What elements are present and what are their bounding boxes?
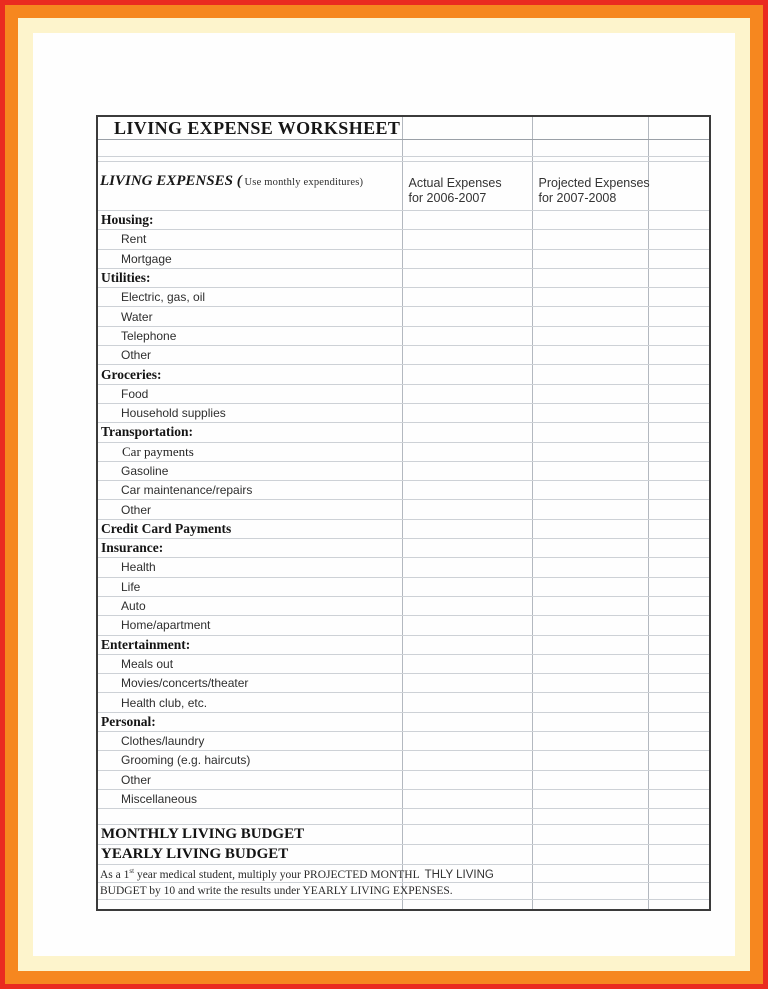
blank-cell [532,116,648,140]
blank-cell [648,307,710,326]
table-row [97,577,710,596]
blank-cell [648,558,710,577]
expense-label: Other [97,346,402,365]
expense-label: Electric, gas, oil [97,288,402,307]
projected-expense-cell [532,635,648,654]
projected-expense-cell [532,577,648,596]
table-row [97,616,710,635]
expense-label: Movies/concerts/theater [97,674,402,693]
expense-label: Insurance: [97,539,402,558]
actual-expense-cell [402,230,532,249]
table-row [97,693,710,712]
projected-expense-cell [532,654,648,673]
projected-expense-cell [532,403,648,422]
blank-cell [648,865,710,883]
actual-expense-cell [402,558,532,577]
blank-cell [648,461,710,480]
worksheet-page [33,33,735,956]
expense-label: Clothes/laundry [97,732,402,751]
blank-cell [648,249,710,268]
projected-expense-cell [532,461,648,480]
actual-expense-cell [402,712,532,731]
table-row [97,403,710,422]
page-title: LIVING EXPENSE WORKSHEET [97,116,402,140]
note-text: year medical student, multiply your PROJECTED MONTHL [134,868,420,881]
actual-expense-cell [402,635,532,654]
blank-cell [532,140,648,157]
table-row [97,732,710,751]
blank-cell [648,116,710,140]
actual-expense-cell [402,461,532,480]
instruction-note-line-1 [97,865,494,883]
expense-label: Mortgage [97,249,402,268]
blank-cell [648,403,710,422]
projected-expense-cell [532,249,648,268]
expense-label: Home/apartment [97,616,402,635]
blank-cell [648,519,710,538]
living-expense-worksheet-table [96,115,711,911]
table-row [97,500,710,519]
projected-expense-cell [532,674,648,693]
blank-cell [648,809,710,825]
projected-expense-cell [532,288,648,307]
expense-label: Car maintenance/repairs [97,481,402,500]
actual-expense-cell [402,519,532,538]
scan-frame-inner [18,18,750,971]
expense-label: Entertainment: [97,635,402,654]
expense-label: Gasoline [97,461,402,480]
blank-cell [648,751,710,770]
actual-expense-cell [402,481,532,500]
projected-expenses-period: for 2007-2008 [532,191,648,211]
actual-expense-cell [402,423,532,442]
expense-label: Life [97,577,402,596]
blank-cell [532,809,648,825]
blank-cell [648,712,710,731]
note-overlap-text: THLY LIVING [424,868,494,881]
projected-expense-cell [532,346,648,365]
projected-expense-cell [532,558,648,577]
actual-expense-cell [402,845,532,865]
blank-cell [648,635,710,654]
blank-cell [648,732,710,751]
table-row [97,288,710,307]
blank-cell [648,326,710,345]
expense-label: Health [97,558,402,577]
blank-cell [402,809,532,825]
table-row [97,346,710,365]
actual-expense-cell [402,307,532,326]
note-text: As a 1 [100,868,130,881]
projected-expense-cell [532,230,648,249]
table-row [97,442,710,461]
expense-label: Grooming (e.g. haircuts) [97,751,402,770]
expense-label: Miscellaneous [97,789,402,808]
blank-cell [648,596,710,615]
projected-expense-cell [532,268,648,287]
projected-expense-cell [532,693,648,712]
title-row [97,116,710,140]
blank-cell [402,140,532,157]
living-expenses-label: LIVING EXPENSES ( [100,173,242,189]
table-row [97,712,710,731]
header-rows [97,116,710,211]
expense-label: Personal: [97,712,402,731]
actual-expense-cell [402,211,532,230]
actual-expense-cell [402,577,532,596]
column-header-row-2 [97,191,710,211]
projected-expense-cell [532,365,648,384]
blank-cell [648,674,710,693]
blank-cell [648,770,710,789]
actual-expense-cell [402,654,532,673]
projected-expense-cell [532,712,648,731]
blank-cell [648,789,710,808]
blank-cell [648,346,710,365]
empty-row [97,140,710,157]
expense-label: Transportation: [97,423,402,442]
blank-cell [648,268,710,287]
expense-label: Other [97,770,402,789]
actual-expense-cell [402,674,532,693]
expense-label: Telephone [97,326,402,345]
living-expenses-header [97,162,402,192]
table-row [97,326,710,345]
table-row [97,596,710,615]
projected-expense-cell [532,307,648,326]
blank-cell [648,365,710,384]
note-superscript: st [129,866,135,875]
actual-expense-cell [402,442,532,461]
table-row [97,674,710,693]
blank-cell [648,288,710,307]
blank-cell [648,500,710,519]
projected-expense-cell [532,596,648,615]
table-row [97,230,710,249]
actual-expense-cell [402,732,532,751]
instruction-note-row-2 [97,883,710,900]
projected-expense-cell [532,770,648,789]
column-header-row-1 [97,162,710,192]
blank-cell [648,845,710,865]
projected-expense-cell [532,384,648,403]
table-row [97,519,710,538]
actual-expense-cell [402,500,532,519]
table-row [97,365,710,384]
blank-cell [648,539,710,558]
blank-cell [532,883,648,900]
empty-row [97,809,710,825]
projected-expense-cell [532,481,648,500]
blank-cell [648,825,710,845]
blank-cell [532,900,648,911]
yearly-budget-label: YEARLY LIVING BUDGET [97,845,402,865]
table-row [97,539,710,558]
actual-expense-cell [402,616,532,635]
actual-expense-cell [402,326,532,345]
table-row [97,558,710,577]
blank-cell [648,654,710,673]
actual-expenses-header: Actual Expenses [402,162,532,192]
expense-label: Health club, etc. [97,693,402,712]
table-row [97,481,710,500]
blank-cell [648,230,710,249]
projected-expense-cell [532,616,648,635]
actual-expense-cell [402,268,532,287]
actual-expense-cell [402,249,532,268]
table-row [97,268,710,287]
expense-label: Housing: [97,211,402,230]
projected-expense-cell [532,845,648,865]
expense-label: Meals out [97,654,402,673]
projected-expense-cell [532,442,648,461]
living-expenses-sublabel: Use monthly expenditures) [241,177,364,188]
blank-cell [648,693,710,712]
blank-cell [648,481,710,500]
actual-expense-cell [402,770,532,789]
expense-label: Rent [97,230,402,249]
actual-expense-cell [402,825,532,845]
instruction-note-line-2: BUDGET by 10 and write the results under YEARLY LIVING EXPENSES. [97,883,402,900]
table-row [97,654,710,673]
table-row [97,249,710,268]
blank-cell [648,423,710,442]
expense-label: Other [97,500,402,519]
projected-expense-cell [532,751,648,770]
actual-expense-cell [402,693,532,712]
blank-cell [97,140,402,157]
blank-cell [648,577,710,596]
table-row [97,751,710,770]
projected-expense-cell [532,789,648,808]
expense-label: Utilities: [97,268,402,287]
projected-expense-cell [532,825,648,845]
table-row [97,307,710,326]
yearly-budget-row [97,845,710,865]
actual-expense-cell [402,539,532,558]
monthly-budget-row [97,825,710,845]
blank-cell [648,162,710,192]
expense-rows [97,211,710,809]
expense-label: Groceries: [97,365,402,384]
actual-expense-cell [402,596,532,615]
blank-cell [648,883,710,900]
blank-cell [532,865,648,883]
actual-expenses-period: for 2006-2007 [402,191,532,211]
actual-expense-cell [402,751,532,770]
projected-expense-cell [532,519,648,538]
projected-expense-cell [532,211,648,230]
projected-expense-cell [532,326,648,345]
actual-expense-cell [402,384,532,403]
actual-expense-cell [402,365,532,384]
table-row [97,635,710,654]
expense-label: Food [97,384,402,403]
table-row [97,423,710,442]
blank-cell [648,384,710,403]
projected-expense-cell [532,423,648,442]
blank-cell [648,211,710,230]
expense-label: Car payments [97,442,402,461]
expense-label: Water [97,307,402,326]
blank-cell [402,116,532,140]
blank-cell [97,191,402,211]
blank-cell [648,442,710,461]
actual-expense-cell [402,288,532,307]
footer-rows [97,809,710,911]
actual-expense-cell [402,346,532,365]
monthly-budget-label: MONTHLY LIVING BUDGET [97,825,402,845]
projected-expense-cell [532,500,648,519]
projected-expense-cell [532,539,648,558]
expense-label: Household supplies [97,403,402,422]
table-row [97,384,710,403]
projected-expenses-header: Projected Expenses [532,162,648,192]
blank-cell [97,900,402,911]
table-row [97,789,710,808]
empty-row [97,900,710,911]
blank-cell [402,900,532,911]
table-row [97,211,710,230]
actual-expense-cell [402,403,532,422]
blank-cell [648,900,710,911]
expense-label: Auto [97,596,402,615]
actual-expense-cell [402,789,532,808]
expense-label: Credit Card Payments [97,519,402,538]
table-row [97,770,710,789]
table-row [97,461,710,480]
blank-cell [648,616,710,635]
scan-frame-middle [5,5,763,984]
projected-expense-cell [532,732,648,751]
instruction-note-row-1 [97,865,710,883]
blank-cell [97,809,402,825]
blank-cell [648,191,710,211]
blank-cell [648,140,710,157]
